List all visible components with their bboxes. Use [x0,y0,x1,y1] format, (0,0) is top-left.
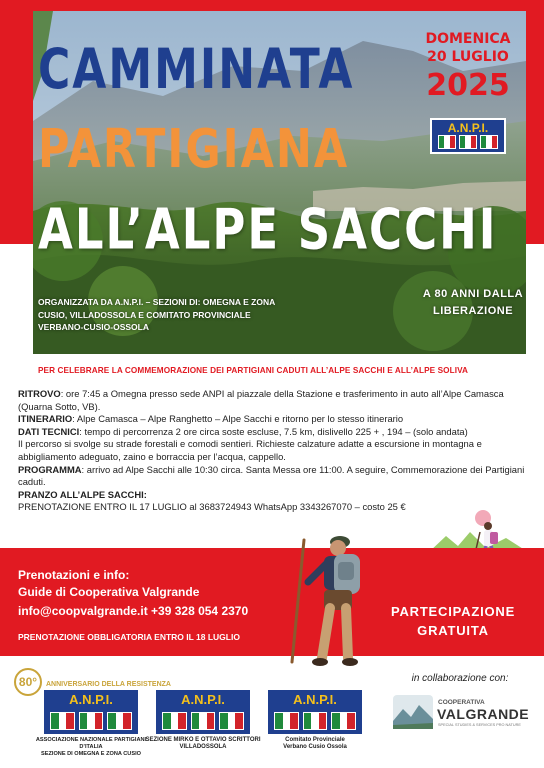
italian-flag-icon [219,712,244,730]
ritrovo-label: RITROVO [18,388,61,399]
itinerario-text: : Alpe Camasca – Alpe Ranghetto – Alpe Sacchi e ritorno per lo stesso itinerario [72,413,404,425]
italian-flag-icon [191,712,216,730]
programma-label: PROGRAMMA [18,463,82,475]
hiker-man-illustration [288,530,378,670]
itinerario-label: ITINERARIO [18,413,73,425]
caption-line: SEZIONE DI OMEGNA E ZONA CUSIO [41,751,141,757]
ritrovo-paragraph [18,388,526,413]
anpi-logo-omegna [44,690,138,734]
anpi-logo-name: A.N.P.I. [181,692,225,707]
coop-name: VALGRANDE [437,706,530,722]
date-year: 2025 [426,68,510,103]
free-line-2: GRATUITA [417,623,489,638]
date-day: DOMENICA [425,31,511,47]
flag-icons [162,712,244,730]
italian-flag-icon [303,712,328,730]
event-subtitle: PER CELEBRARE LA COMMEMORAZIONE DEI PARTIGIANI CADUTI ALL’ALPE SACCHI E ALL’ALPE SOLIVA [38,366,469,375]
pranzo-label: PRANZO ALL’ALPE SACCHI [18,488,144,500]
italian-flag-icon [331,712,356,730]
info-title: Prenotazioni e info: [18,568,130,582]
dati-extra: Il percorso si svolge su strade forestali e comodi sentieri. Richieste calzature adatte a escursione in montagna e abbigliamento adeguato, zaino e borraccia per l’acqua, cappello. [18,438,482,462]
info-guide: Guide di Cooperativa Valgrande [18,585,200,599]
itinerario-paragraph [18,413,526,426]
date-month: 20 LUGLIO [427,49,509,65]
italian-flag-icon [438,135,456,149]
italian-flag-icon [79,712,104,730]
logo-caption-vco [260,737,370,751]
booking-note: PRENOTAZIONE OBBLIGATORIA ENTRO IL 18 LUGLIO [18,632,240,642]
flag-icons [438,135,498,149]
italian-flag-icon [107,712,132,730]
dati-paragraph [18,426,526,439]
organizers-text: ORGANIZZATA DA A.N.P.I. – SEZIONI DI: OMEGNA E ZONA CUSIO, VILLADOSSOLA E COMITATO PROVINCIALE VERBANO-CUSIO-OSSOLA [38,297,275,332]
caption-line: ASSOCIAZIONE NAZIONALE PARTIGIANI D’ITALIA [35,737,147,750]
title-line-2: PARTIGIANA [38,118,350,181]
programma-paragraph [18,464,526,489]
coop-small-label: COOPERATIVA [438,699,485,706]
anniversary-80-logo: 80° [14,668,42,696]
italian-flag-icon [480,135,498,149]
prenotazione-line: PRENOTAZIONE ENTRO IL 17 LUGLIO al 3683724943 WhatsApp 3343267070 – costo 25 € [18,501,406,513]
anniversary-text: A 80 ANNI DALLA LIBERAZIONE [422,288,524,317]
anpi-badge-label: A.N.P.I. [447,121,489,135]
logo-caption-omegna [30,737,152,758]
program-details [18,388,526,514]
italian-flag-icon [162,712,187,730]
contact-line[interactable]: info@coopvalgrande.it +39 328 054 2370 [18,604,249,618]
anpi-logo-name: A.N.P.I. [293,692,337,707]
caption-line: SEZIONE MIRKO E OTTAVIO SCRITTORI [145,737,261,743]
anpi-header-badge [430,118,506,154]
pranzo-colon: : [143,488,147,500]
caption-line: Verbano Cusio Ossola [283,744,347,750]
ritrovo-text: : ore 7:45 a Omegna presso sede ANPI al piazzale della Stazione e trasferimento in auto all’Alpe Camasca (Quarna Sotto, VB). [18,388,504,412]
coop-valgrande-mountain-icon [393,695,433,729]
free-line-1: PARTECIPAZIONE [390,604,516,619]
programma-text: : arrivo ad Alpe Sacchi alle 10:30 circa. Santa Messa ore 11:00. A seguire, Commemorazione dei Partigiani caduti. [18,463,525,488]
anpi-logo-name: A.N.P.I. [69,692,113,707]
title-line-1: CAMMINATA [38,38,355,102]
caption-line: Comitato Provinciale [285,737,345,743]
caption-line: VILLADOSSOLA [179,744,227,750]
dati-label: DATI TECNICI [18,425,80,437]
pranzo-paragraph [18,489,526,502]
anpi-logo-villadossola [156,690,250,734]
dati-text: : tempo di percorrenza 2 ore circa soste escluse, 7.5 km, dislivello 225 + , 194 – (solo andata) [79,425,468,437]
title-line-3: ALL’ALPE SACCHI [38,196,498,263]
flag-icons [274,712,356,730]
flag-icons [50,712,132,730]
event-date [418,30,518,104]
coop-tagline: SPECIAL STUDIES & SERVICES PRO NATURE [438,723,521,727]
logo-caption-villadossola [144,737,262,751]
italian-flag-icon [459,135,477,149]
anpi-logo-vco [268,690,362,734]
free-participation [370,602,536,640]
italian-flag-icon [50,712,75,730]
collaboration-label: in collaborazione con: [411,673,509,684]
anniversary-text: ANNIVERSARIO DELLA RESISTENZA [46,681,171,688]
italian-flag-icon [274,712,299,730]
